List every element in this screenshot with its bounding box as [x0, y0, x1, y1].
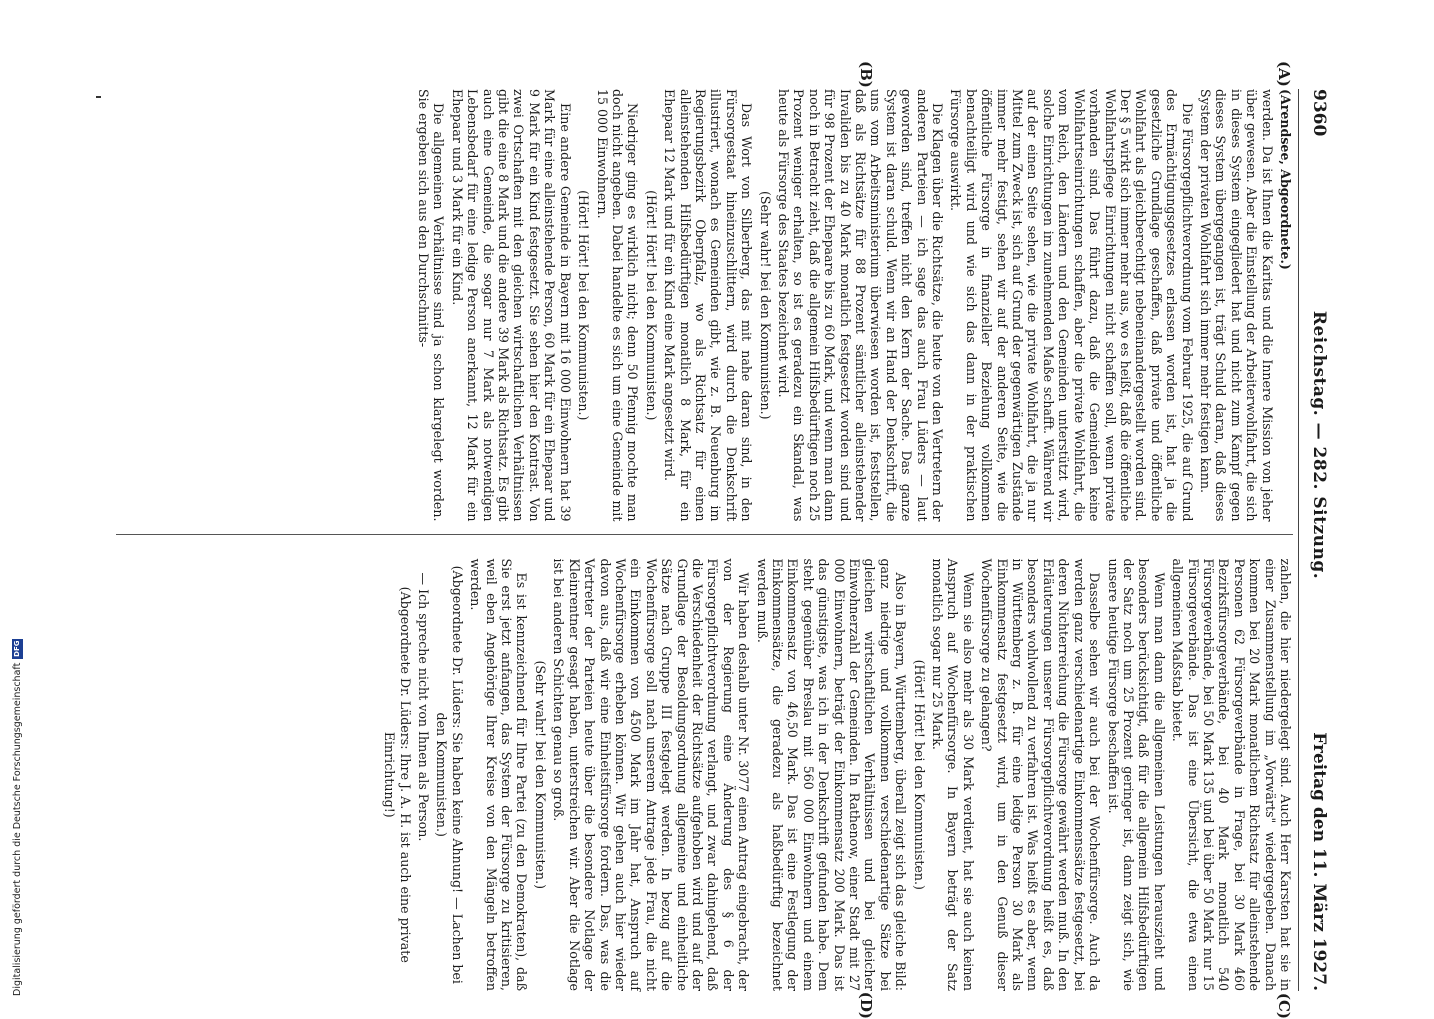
- paragraph: Wenn sie also mehr als 30 Mark verdient, hat sie auch keinen Anspruch auf Wochenfürsorge. In Bayern beträgt der Satz monatlich sogar nur 25 Mark.: [930, 558, 976, 991]
- paragraph: Wir haben deshalb unter Nr. 3077 einen Antrag eingebracht, der von der Regierung eine Änderung des § 6 der Fürsorgepflichtverordnung verlangt, und zwar dahingehend, daß die Verschiedenheit der Richtsätze aufgehoben wird und auf der Grundlage der Besoldungsordnung allgemeine und einheitliche Sätze nach Gruppe III festgelegt werden. In bezug auf die Wochenfürsorge soll nach unserem Antrage jede Frau, die nicht ein Einkommen von 4500 Mark im Jahr hat, Anspruch auf Wochenfürsorge erheben können. Wir gehen auch hier wieder davon aus, daß wir eine Einheitsfürsorge fordern. Das, was die Vertreter der Parteien heute über die besondere Notlage der Kleinrentner gesagt haben, unterstreichen wir. Aber die Notlage ist bei anderen Schichten genau so groß.: [551, 558, 752, 991]
- paragraph: — Ich spreche nicht von Ihnen als Person.: [416, 572, 432, 842]
- paragraph: Dasselbe sehen wir auch bei der Wochenfürsorge. Auch da werden ganz verschiedenartige Einkommenssätze festgesetzt, bei deren Nichterreichung die Fürsorge gewährt werden muß. In den Erläuterungen unserer Fürsorgepflichtverordnung heißt es, daß besonders wohlwollend zu verfahren ist. Was heißt es aber, wenn in Württemberg z. B. für eine ledige Person 30 Mark als Einkommensatz festgesetzt wird, um in den Genuß dieser Wochenfürsorge zu gelangen?: [979, 558, 1103, 991]
- margin-letter-d: (D): [857, 991, 875, 1019]
- text-columns: [116, 61, 1293, 1019]
- interjection: (Sehr wahr! bei den Kommunisten.): [532, 660, 548, 890]
- interjection: (Hört! Hört! bei den Kommunisten.): [643, 190, 659, 421]
- paragraph: Wenn man dann die allgemeinen Leistungen herauszieht und besonders berücksichtigt, daß für die allgemein Hilfsbedürftigen der Satz noch um 25 Prozent geringer ist, dann zeigt sich, wie unsere heutige Fürsorge beschaffen ist.: [1105, 558, 1167, 991]
- speaker-label: (Arendsee, Abgeordnete.): [1278, 89, 1293, 270]
- paragraph: Die Klagen über die Richtsätze, die heute von den Vertretern der anderen Parteien — ich sage das auch Frau Lüders — laut geworden sind, treffen nicht den Kern der Sache. Das ganze System ist daran schuld. Wenn wir an Hand der Denkschrift, die uns vom Arbeitsministerium überwiesen worden ist, feststellen, daß als Richtsätze für 88 Prozent sämtlicher alleinstehender Invaliden bis zu 40 Mark monatlich festgesetzt worden sind und für 98 Prozent der Ehepaare bis zu 60 Mark, und wenn man dann noch in Betracht zieht, daß die allgemein Hilfsbedürftigen noch 25 Prozent weniger erhalten, so ist es geradezu ein Skandal, was heute als Fürsorge des Staates bezeichnet wird.: [776, 89, 946, 522]
- page-header: [1298, 89, 1339, 991]
- interjection: (Abgeordnete Dr. Lüders: Sie haben keine Ahnung! — Lachen bei den Kommunisten.): [434, 565, 465, 984]
- margin-letter-c: (C): [1275, 992, 1293, 1019]
- paragraph: Es ist kennzeichnend für Ihre Partei (zu den Demokraten), daß Sie erst jetzt anfangen, das System der Fürsorge zu kritisieren, weil eben Angehörige Ihrer Kreise von den Mängeln betroffen werden.: [468, 558, 530, 991]
- paragraph: werden. Da ist Ihnen die Karitas und die Innere Mission von jeher über gewesen. Aber die Einstellung der Arbeiterwohlfahrt, die sich in dieses System eingegliedert hat und nicht zum Kampf gegen dieses System übergegangen ist, trägt Schuld daran, daß dieses System der privaten Wohlfahrt sich immer mehr festigen kann.: [1197, 89, 1275, 522]
- digitization-credit: [12, 639, 23, 996]
- credit-text: Digitalisierung gefördert durch die Deutsche Forschungsgemeinschaft: [12, 662, 23, 996]
- interjection: (Hört! Hört! bei den Kommunisten.): [911, 659, 927, 890]
- paragraph: Die allgemeinen Verhältnisse sind ja schon klargelegt worden. Sie ergeben sich aus den Durchschnitts-: [416, 89, 447, 522]
- left-column: [116, 61, 1293, 535]
- paragraph: Das Wort von Silberberg, das mit nahe daran sind, in den Fürsorgestaat hineinzuschlittern, wird durch die Denkschrift illustriert, wonach es Gemeinden gibt, wie z. B. Neuenburg im Regierungsbezirk Oberpfalz, wo als Richtsatz für einen alleinstehenden Hilfsbedürftigen monatlich 8 Mark, für ein Ehepaar 12 Mark und für ein Kind eine Mark angesetzt wird.: [662, 89, 755, 522]
- paragraph: Eine andere Gemeinde in Bayern mit 16 000 Einwohnern hat 39 Mark für eine alleinstehende Person, 60 Mark für ein Ehepaar und 9 Mark für ein Kind festgesetzt. Sie sehen hier den Kontrast. Von zwei Ortschaften mit den gleichen wirtschaftlichen Verhältnissen gibt die eine 8 Mark und die andere 39 Mark als Richtsatz. Es gibt auch eine Gemeinde, die sogar nur 7 Mark als notwendigen Lebensbedarf für eine ledige Person anerkannt, 12 Mark für ein Ehepaar und 3 Mark für ein Kind.: [449, 89, 573, 522]
- header-title: Reichstag. — 282. Sitzung.: [1309, 310, 1329, 580]
- page-number: 9360: [1309, 89, 1329, 137]
- paragraph: Die Fürsorgepflichtverordnung vom Februar 1925, die auf Grund des Ermächtigungsgesetzes erlassen worden ist, hat ja die gesetzliche Grundlage geschaffen, daß private und öffentliche Wohlfahrt als gleichberechtigt nebeneinandergestellt worden sind. Der § 5 wirkt sich immer mehr aus, wo es heißt, daß die öffentliche Wohlfahrtspflege Einrichtungen nicht schaffen soll, wenn private vorhanden sind. Das führt dazu, daß die Gemeinden keine Wohlfahrtseinrichtungen schaffen, aber die private Wohlfahrt, die vom Reich, den Ländern und den Gemeinden unterstützt wird, solche Einrichtungen im zunehmenden Maße schafft. Während wir auf der einen Seite sehen, wie die private Wohlfahrt, die ja nur Mittel zum Zweck ist, sich auf Grund der gegenwärtigen Zustände immer mehr festigt, sehen wir auf der anderen Seite, wie die öffentliche Fürsorge in finanzieller Beziehung vollkommen benachteiligt wird und wie sich das dann in der praktischen Fürsorge auswirkt.: [948, 89, 1195, 522]
- margin-letter-a: (A): [1275, 61, 1293, 87]
- header-date: Freitag den 11. März 1927.: [1309, 732, 1329, 991]
- paragraph: Niedriger ging es wirklich nicht; denn 50 Pfennig mochte man doch nicht angeben. Dabei handelte es sich um eine Gemeinde mit 15 000 Einwohnern.: [594, 89, 641, 522]
- margin-letter-b: (B): [857, 61, 875, 88]
- interjection: (Hört! Hört! bei den Kommunisten.): [576, 190, 592, 421]
- right-column: [116, 557, 1293, 1019]
- paragraph: zahlen, die hier niedergelegt sind. Auch Herr Karsten hat sie in einer Zusammenstellung im „Vorwärts" wiedergegeben. Danach kommen bei 20 Mark monatlichem Richtsatz für alleinstehende Personen 62 Fürsorgeverbände in Frage, bei 30 Mark 460 Bezirksfürsorgeverbände, bei 40 Mark monatlich 540 Fürsorgeverbände, bei 50 Mark 135 und bei über 50 Mark nur 15 Fürsorgeverbände. Das ist eine Übersicht, die etwa einen allgemeinen Maßstab bietet.: [1170, 558, 1293, 991]
- scan-mark: [96, 96, 101, 98]
- paragraph: Also in Bayern, Württemberg, überall zeigt sich das gleiche Bild: ganz niedrige und vollkommen verschiedenartige Sätze bei gleichen wirtschaftlichen Verhältnissen und bei gleicher Einwohnerzahl der Gemeinden. In Rathenow, einer Stadt mit 27 000 Einwohnern, beträgt der Einkommensatz 200 Mark. Das ist das günstigste, was ich in der Denkschrift gefunden habe. Dem steht gegenüber Breslau mit 560 000 Einwohnern und einem Einkommensatz von 46,50 Mark. Das ist eine Festlegung der Einkommensätze, die geradezu als haßbedürftig bezeichnet werden muß.: [754, 558, 909, 991]
- rotated-document-page: [100, 61, 1345, 1019]
- interjection: (Abgeordnete Dr. Lüders: Ihre J. A. H. ist auch eine private Einrichtung!): [382, 586, 413, 963]
- interjection: (Sehr wahr! bei den Kommunisten.): [757, 190, 773, 420]
- dfg-logo-icon: DFG: [13, 640, 21, 657]
